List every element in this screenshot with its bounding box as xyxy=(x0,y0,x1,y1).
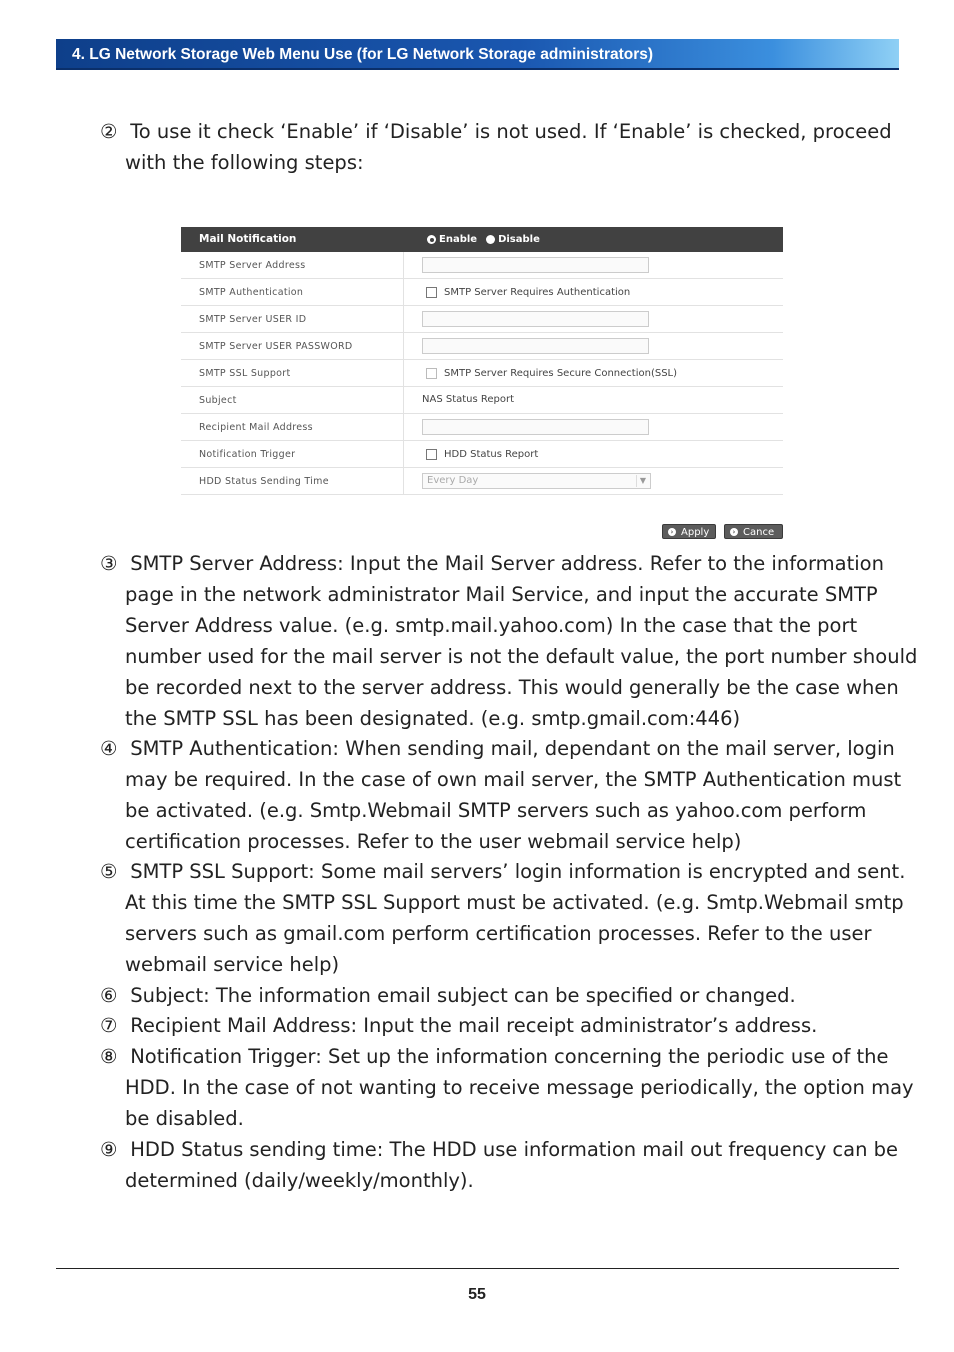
row-smtp-ssl-support xyxy=(181,360,783,387)
cancel-button-label: Cance xyxy=(743,527,775,538)
step-number: ② xyxy=(100,120,118,143)
smtp-server-address-input[interactable] xyxy=(422,257,649,273)
enable-label: Enable xyxy=(439,234,478,245)
enable-radio[interactable] xyxy=(427,235,436,244)
row-subject xyxy=(181,387,783,414)
smtp-user-password-input[interactable] xyxy=(422,338,649,354)
item-8: ⑧ Notification Trigger: Set up the information concerning the periodic use of the HDD. In the case of not wanting to receive message periodically, the option may be disabled. xyxy=(100,1041,900,1134)
panel-header xyxy=(181,227,783,252)
apply-button-label: Apply xyxy=(681,527,710,538)
disable-label: Disable xyxy=(498,234,540,245)
sending-time-selected: Every Day xyxy=(427,475,479,486)
step-number: ③ xyxy=(100,552,118,575)
section-title: 4. LG Network Storage Web Menu Use (for LG Network Storage administrators) xyxy=(72,46,654,63)
item-7: ⑦ Recipient Mail Address: Input the mail receipt administrator’s address. xyxy=(100,1010,900,1041)
intro-line-1: ② To use it check ‘Enable’ if ‘Disable’ is not used. If ‘Enable’ is checked, proceed xyxy=(100,116,900,147)
step-number: ⑧ xyxy=(100,1045,118,1068)
smtp-auth-checkbox-label: SMTP Server Requires Authentication xyxy=(444,287,631,298)
row-label: Subject xyxy=(181,387,404,413)
hdd-status-report-label: HDD Status Report xyxy=(444,449,539,460)
page-number: 55 xyxy=(468,1286,486,1303)
cancel-icon: › xyxy=(730,528,738,536)
step-number: ⑨ xyxy=(100,1138,118,1161)
step-number: ⑦ xyxy=(100,1014,118,1037)
apply-icon: › xyxy=(668,528,676,536)
mail-notification-panel xyxy=(181,227,783,495)
row-smtp-server-address xyxy=(181,252,783,279)
row-smtp-user-password xyxy=(181,333,783,360)
step-number: ④ xyxy=(100,737,118,760)
smtp-ssl-checkbox[interactable] xyxy=(426,368,437,379)
row-notification-trigger xyxy=(181,441,783,468)
panel-title: Mail Notification xyxy=(199,233,297,245)
sending-time-select[interactable] xyxy=(422,473,651,489)
intro-paragraph xyxy=(100,116,900,178)
row-hdd-status-sending-time xyxy=(181,468,783,495)
section-header-bar xyxy=(56,39,899,70)
smtp-user-id-input[interactable] xyxy=(422,311,649,327)
row-label: SMTP Authentication xyxy=(181,279,404,305)
disable-radio[interactable] xyxy=(486,235,495,244)
row-smtp-user-id xyxy=(181,306,783,333)
row-label: SMTP Server USER ID xyxy=(181,306,404,332)
footer-divider xyxy=(56,1268,899,1269)
item-5: ⑤ SMTP SSL Support: Some mail servers’ login information is encrypted and sent. At this time the SMTP SSL Support must be activated. (e.g. Smtp.Webmail smtp servers such as gmail.com perform certification processes. Refer to the user webmail service help) xyxy=(100,856,900,980)
row-smtp-authentication xyxy=(181,279,783,306)
item-9: ⑨ HDD Status sending time: The HDD use information mail out frequency can be determined (daily/weekly/monthly). xyxy=(100,1134,900,1196)
recipient-mail-address-input[interactable] xyxy=(422,419,649,435)
row-label: Recipient Mail Address xyxy=(181,414,404,440)
smtp-auth-checkbox[interactable] xyxy=(426,287,437,298)
step-number: ⑥ xyxy=(100,984,118,1007)
row-label: SMTP SSL Support xyxy=(181,360,404,386)
subject-value: NAS Status Report xyxy=(422,394,515,405)
hdd-status-report-checkbox[interactable] xyxy=(426,449,437,460)
chevron-down-icon: ▼ xyxy=(636,475,649,487)
item-6: ⑥ Subject: The information email subject can be specified or changed. xyxy=(100,980,900,1011)
smtp-ssl-checkbox-label: SMTP Server Requires Secure Connection(SSL) xyxy=(444,368,678,379)
row-label: SMTP Server Address xyxy=(181,252,404,278)
step-number: ⑤ xyxy=(100,860,118,883)
cancel-button[interactable] xyxy=(724,524,783,539)
enable-radio-group xyxy=(427,234,549,245)
row-label: HDD Status Sending Time xyxy=(181,468,404,494)
item-3: ③ SMTP Server Address: Input the Mail Server address. Refer to the information page in the network administrator Mail Service, and input the accurate SMTP Server Address value. (e.g. smtp.mail.yahoo.com) In the case that the port number used for the mail server is not the default value, the port number should be recorded next to the server address. This would generally be the case when the SMTP SSL has been designated. (e.g. smtp.gmail.com:446) xyxy=(100,548,900,734)
intro-line-2: with the following steps: xyxy=(125,151,364,174)
row-label: Notification Trigger xyxy=(181,441,404,467)
apply-button[interactable] xyxy=(662,524,716,539)
item-4: ④ SMTP Authentication: When sending mail, dependant on the mail server, login may be required. In the case of own mail server, the SMTP Authentication must be activated. (e.g. Smtp.Webmail SMTP servers such as yahoo.com perform certification processes. Refer to the user webmail service help) xyxy=(100,733,900,857)
row-label: SMTP Server USER PASSWORD xyxy=(181,333,404,359)
row-recipient-mail-address xyxy=(181,414,783,441)
